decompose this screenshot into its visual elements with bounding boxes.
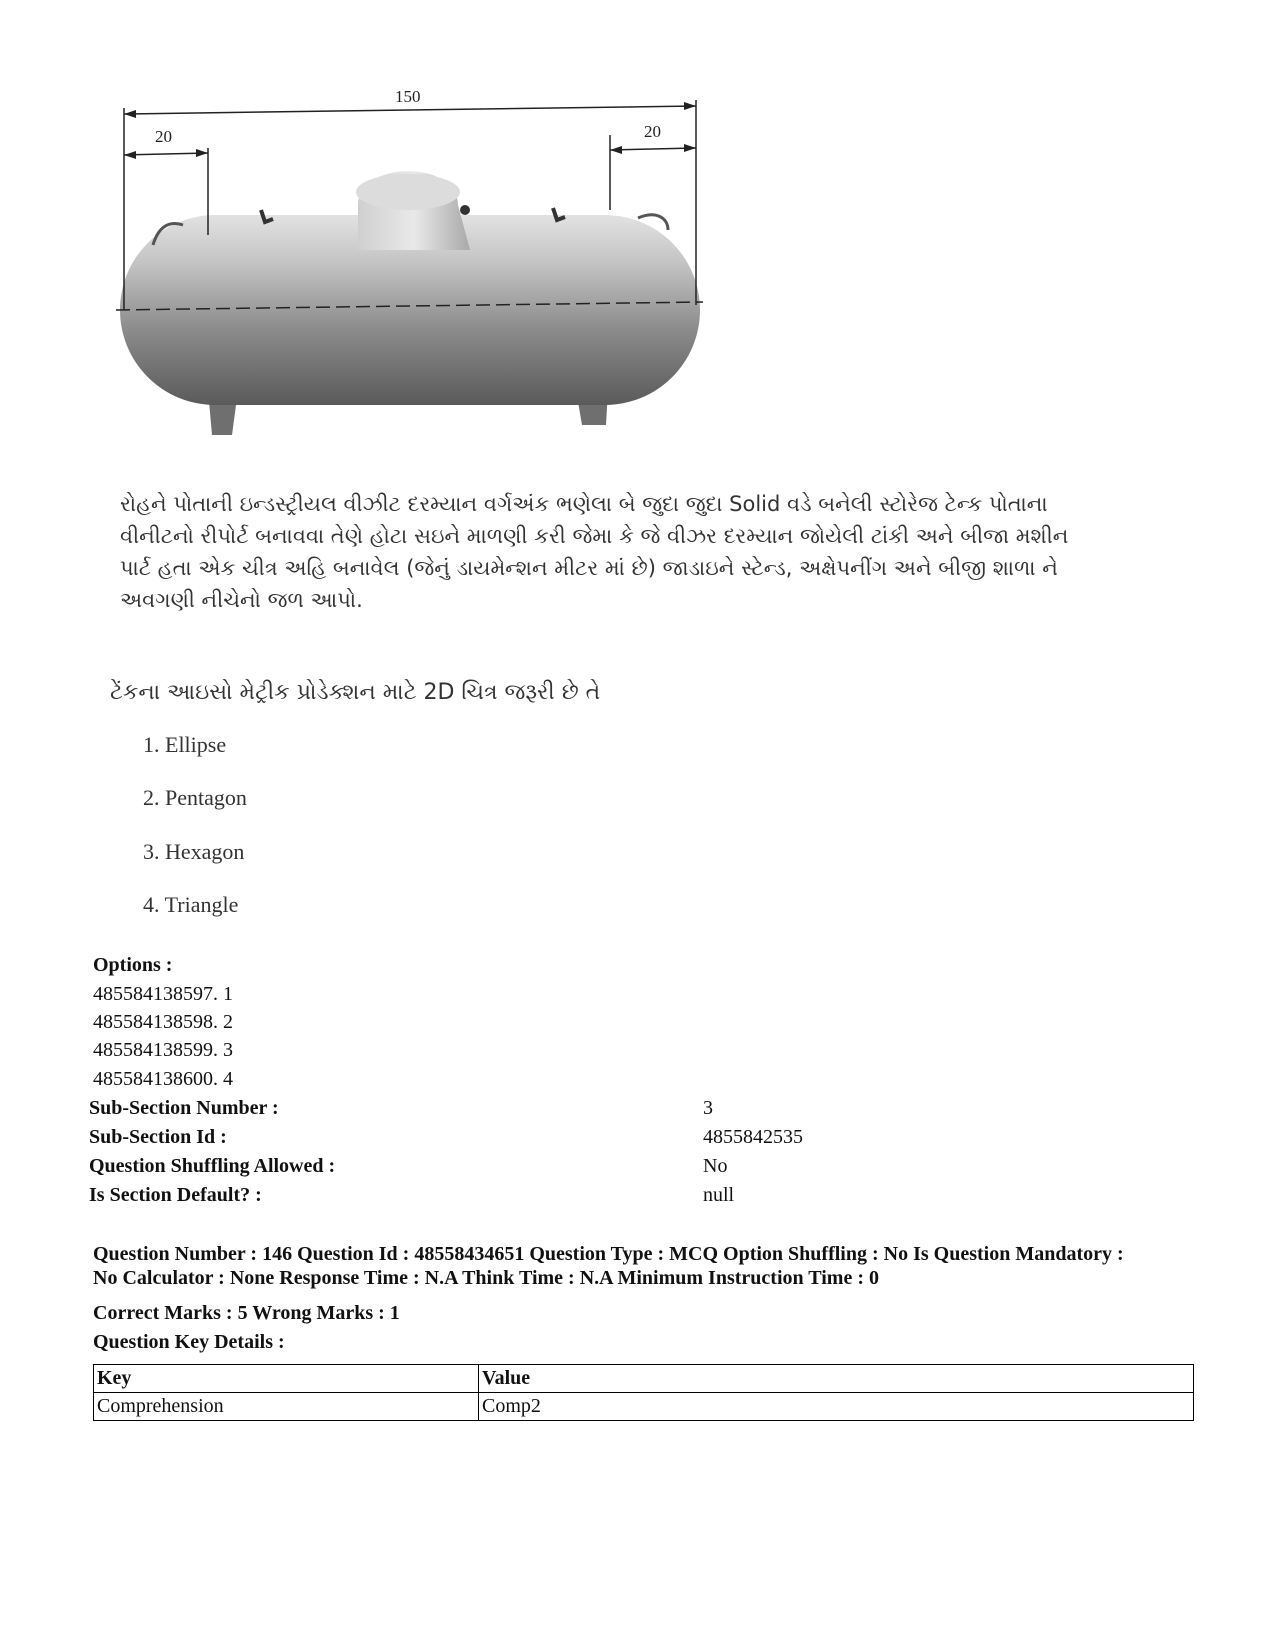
dim-left-label: 20 [155, 127, 172, 146]
section-default-label: Is Section Default? : [89, 1184, 262, 1206]
options-title: Options : [93, 954, 173, 976]
tank-dome-top [356, 174, 460, 210]
shuffling-allowed-value: No [703, 1155, 728, 1177]
passage [120, 488, 1180, 616]
option-line: 485584138598. 2 [93, 1011, 233, 1033]
option-line: 485584138599. 3 [93, 1039, 233, 1061]
key-table-header-row [94, 1365, 1194, 1393]
choice-item: 1. Ellipse [143, 732, 227, 757]
subsection-id-label: Sub-Section Id : [89, 1126, 227, 1148]
question-meta-line2: No Calculator : None Response Time : N.A Think Time : N.A Minimum Instruction Time : 0 [93, 1267, 879, 1289]
option-line: 485584138597. 1 [93, 983, 233, 1005]
passage-line: વીનીટનો રીપોર્ટ બનાવવા તેણે હોટા સઇને માળણી કરી જેમા કે જે વીઝર દરમ્યાન જોયેલી ટાંકી અને બીજા મશીન [120, 524, 1069, 548]
passage-line: પાર્ટ હતા એક ચીત્ર અહિ બનાવેલ (જેનું ડાયમેન્શન મીટર માં છે) જાડાઇને સ્ટેન્ડ, અક્ષેપનીંગ અને બીજી શાળા ને [120, 556, 1058, 580]
passage-line: અવગણી નીચેનો જળ આપો. [120, 588, 363, 612]
table-row [94, 1393, 1194, 1421]
question-meta [93, 1242, 1203, 1290]
subsection-id-value: 4855842535 [703, 1126, 803, 1148]
value-cell: Comp2 [479, 1393, 1194, 1421]
key-details-title: Question Key Details : [93, 1331, 285, 1353]
choice-item: 4. Triangle [143, 892, 239, 917]
tank-figure [108, 80, 748, 460]
key-header: Key [94, 1365, 479, 1393]
question-text: ટેંકના આઇસો મેટ્રીક પ્રોડેક્શન માટે 2D ચિત્ર જરૂરી છે તે [110, 680, 601, 705]
shuffling-allowed-label: Question Shuffling Allowed : [89, 1155, 336, 1177]
marks-line: Correct Marks : 5 Wrong Marks : 1 [93, 1302, 400, 1324]
choice-item: 3. Hexagon [143, 839, 245, 864]
dim-right-label: 20 [644, 122, 661, 141]
subsection-number-value: 3 [703, 1097, 713, 1119]
passage-line: રોહને પોતાની ઇન્ડસ્ટ્રીયલ વીઝીટ દરમ્યાન વર્ગઅંક ભણેલા બે જુદા જુદા Solid વડે બનેલી સ્ટોરેજ ટેન્ક પોતાના [120, 492, 1048, 516]
section-default-value: null [703, 1184, 735, 1206]
question-meta-line1: Question Number : 146 Question Id : 48558434651 Question Type : MCQ Option Shuffling : No Is Question Mandatory : [93, 1243, 1124, 1265]
dim-overall-label: 150 [395, 87, 421, 106]
value-header: Value [479, 1365, 1194, 1393]
choice-item: 2. Pentagon [143, 785, 247, 810]
key-table [93, 1364, 1194, 1421]
key-cell: Comprehension [94, 1393, 479, 1421]
subsection-number-label: Sub-Section Number : [89, 1097, 279, 1119]
option-line: 485584138600. 4 [93, 1068, 233, 1090]
